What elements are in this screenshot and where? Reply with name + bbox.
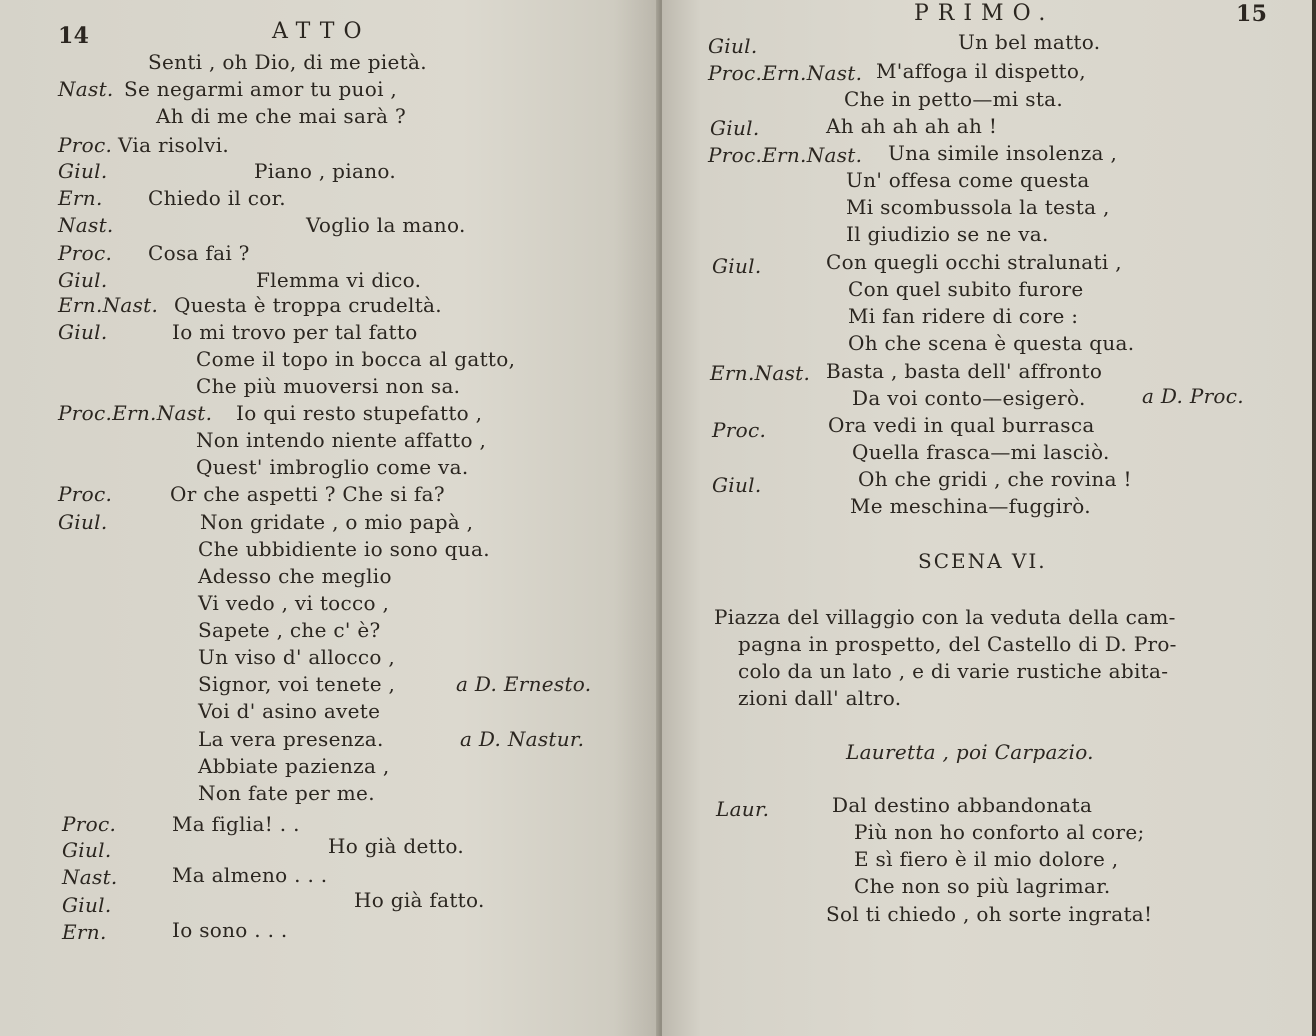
verse-line: Abbiate pazienza ,	[198, 754, 390, 778]
stage-aside: a D. Proc.	[1142, 384, 1244, 408]
verse-line: Basta , basta dell' affronto	[826, 359, 1103, 383]
verse-line: Ah ah ah ah ah !	[826, 114, 998, 138]
page-number: 14	[58, 23, 90, 49]
verse-line: Con quel subito furore	[848, 277, 1084, 301]
speaker: Nast.	[58, 77, 114, 101]
speaker: Proc.	[58, 482, 113, 506]
verse-line: Non gridate , o mio papà ,	[200, 510, 474, 534]
verse-line: Dal destino abbandonata	[832, 793, 1093, 817]
verse-line: Mi fan ridere di core :	[848, 304, 1079, 328]
stage-direction-line: colo da un lato , e di varie rustiche abita-	[738, 659, 1169, 683]
speaker: Giul.	[708, 34, 758, 58]
verse-line: E sì fiero è il mio dolore ,	[854, 847, 1119, 871]
verse-line: Da voi conto—esigerò.	[852, 386, 1086, 410]
speaker: Proc.	[58, 241, 113, 265]
speaker: Proc.Ern.Nast.	[58, 401, 213, 425]
verse-line: Vi vedo , vi tocco ,	[198, 591, 390, 615]
verse-line: Signor, voi tenete ,	[198, 672, 396, 696]
page-edge	[1312, 0, 1316, 1036]
speaker: Giul.	[58, 159, 108, 183]
character-list: Lauretta , poi Carpazio.	[846, 740, 1094, 764]
speaker: Proc.	[62, 812, 117, 836]
verse-line: Mi scombussola la testa ,	[846, 195, 1110, 219]
verse-line: Quella frasca—mi lasciò.	[852, 440, 1110, 464]
verse-line: Un bel matto.	[958, 30, 1101, 54]
verse-line: M'affoga il dispetto,	[876, 59, 1086, 83]
verse-line: Chiedo il cor.	[148, 186, 286, 210]
running-header: ATTO	[272, 19, 371, 44]
verse-line: Flemma vi dico.	[256, 268, 422, 292]
stage-direction-line: Piazza del villaggio con la veduta della cam-	[714, 605, 1176, 629]
verse-line: Io qui resto stupefatto ,	[236, 401, 483, 425]
speaker: Giul.	[62, 838, 112, 862]
speaker: Ern.Nast.	[710, 361, 811, 385]
verse-line: Sapete , che c' è?	[198, 618, 381, 642]
verse-line: Senti , oh Dio, di me pietà.	[148, 50, 427, 74]
page-number: 15	[1236, 1, 1268, 27]
verse-line: Ho già detto.	[328, 834, 464, 858]
verse-line: Ho già fatto.	[354, 888, 485, 912]
verse-line: Oh che scena è questa qua.	[848, 331, 1135, 355]
speaker: Proc.Ern.Nast.	[708, 143, 863, 167]
verse-line: Me meschina—fuggirò.	[850, 494, 1091, 518]
verse-line: Che ubbidiente io sono qua.	[198, 537, 490, 561]
speaker: Giul.	[710, 116, 760, 140]
verse-line: Una simile insolenza ,	[888, 141, 1118, 165]
verse-line: Oh che gridi , che rovina !	[858, 467, 1132, 491]
speaker: Nast.	[62, 865, 118, 889]
speaker: Giul.	[62, 893, 112, 917]
verse-line: Non intendo niente affatto ,	[196, 428, 487, 452]
verse-line: Ma figlia! . .	[172, 812, 300, 836]
verse-line: Cosa fai ?	[148, 241, 250, 265]
verse-line: Or che aspetti ? Che si fa?	[170, 482, 445, 506]
verse-line: Io sono . . .	[172, 918, 288, 942]
verse-line: Io mi trovo per tal fatto	[172, 320, 418, 344]
verse-line: Questa è troppa crudeltà.	[174, 293, 442, 317]
speaker: Nast.	[58, 213, 114, 237]
speaker: Giul.	[58, 320, 108, 344]
stage-aside: a D. Ernesto.	[456, 672, 592, 696]
verse-line: Un viso d' allocco ,	[198, 645, 396, 669]
stage-direction-line: pagna in prospetto, del Castello di D. Pro-	[738, 632, 1177, 656]
verse-line: Piano , piano.	[254, 159, 397, 183]
verse-line: Se negarmi amor tu puoi ,	[124, 77, 398, 101]
verse-line: Il giudizio se ne va.	[846, 222, 1049, 246]
verse-line: La vera presenza.	[198, 727, 384, 751]
verse-line: Che più muoversi non sa.	[196, 374, 461, 398]
verse-line: Che non so più lagrimar.	[854, 874, 1111, 898]
verse-line: Con quegli occhi stralunati ,	[826, 250, 1122, 274]
stage-direction-line: zioni dall' altro.	[738, 686, 902, 710]
verse-line: Ora vedi in qual burrasca	[828, 413, 1095, 437]
verse-line: Adesso che meglio	[198, 564, 392, 588]
verse-line: Voglio la mano.	[306, 213, 466, 237]
speaker: Ern.	[62, 920, 107, 944]
speaker: Proc.Ern.Nast.	[708, 61, 863, 85]
verse-line: Un' offesa come questa	[846, 168, 1090, 192]
scene-heading: SCENA VI.	[918, 549, 1047, 573]
verse-line: Quest' imbroglio come va.	[196, 455, 469, 479]
speaker: Laur.	[716, 797, 770, 821]
speaker: Proc.	[58, 133, 113, 157]
speaker: Giul.	[712, 254, 762, 278]
running-header: PRIMO.	[914, 1, 1055, 26]
verse-line: Che in petto—mi sta.	[844, 87, 1064, 111]
speaker: Ern.Nast.	[58, 293, 159, 317]
verse-line: Ah di me che mai sarà ?	[156, 104, 406, 128]
verse-line: Sol ti chiedo , oh sorte ingrata!	[826, 902, 1153, 926]
verse-line: Non fate per me.	[198, 781, 375, 805]
verse-line: Via risolvi.	[118, 133, 230, 157]
verse-line: Più non ho conforto al core;	[854, 820, 1145, 844]
speaker: Giul.	[58, 268, 108, 292]
speaker: Giul.	[712, 473, 762, 497]
speaker: Proc.	[712, 418, 767, 442]
verse-line: Ma almeno . . .	[172, 863, 328, 887]
speaker: Giul.	[58, 510, 108, 534]
stage-aside: a D. Nastur.	[460, 727, 585, 751]
verse-line: Voi d' asino avete	[198, 699, 381, 723]
right-page	[662, 0, 1312, 1036]
verse-line: Come il topo in bocca al gatto,	[196, 347, 516, 371]
speaker: Ern.	[58, 186, 103, 210]
